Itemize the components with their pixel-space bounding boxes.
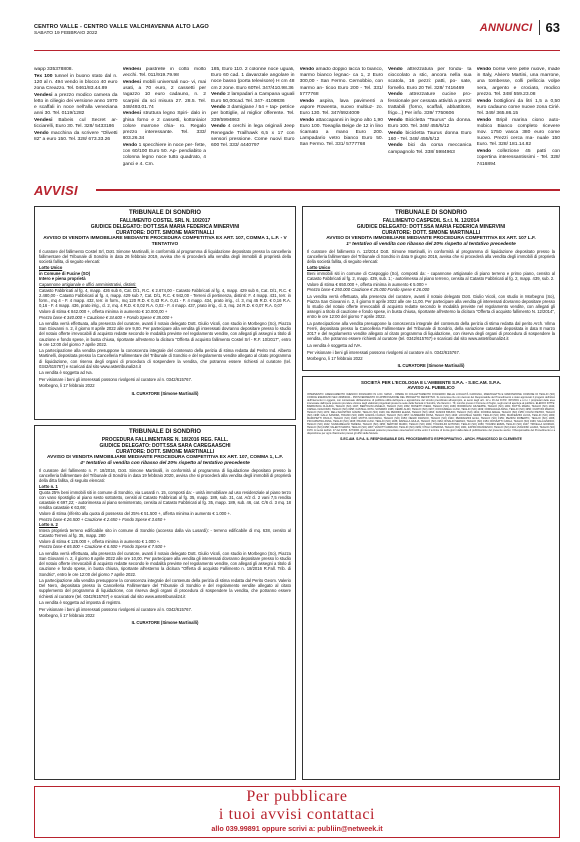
- classified-lead: Vendo: [476, 67, 492, 72]
- classified-text: attaccapanni in legno alto 1,90 Euro 100. Toeaglia Beige de 12 in lino ricamato a mano Euro 200. Lampadario vetro bianco Euro 50. San Fermo. Tel. 331/ 5777768: [299, 117, 383, 148]
- classified-text: piastrelle in cotto molto vecchi. Tel. 011/919.79.98: [122, 67, 206, 79]
- classified-lead: Vendo: [122, 142, 138, 148]
- classified-ad: [388, 118, 472, 130]
- classified-text: 3 damigiane / 54 + tap- petrice per bottiglie, al miglior offerente. Tel. 339/5994863: [211, 105, 295, 123]
- classified-text: Bicicletta "Taurus" da donna. Euro 100. Tel. 348/ 455/5/12: [388, 117, 472, 129]
- classified-lead: Vendo: [211, 124, 226, 130]
- notice-paragraph: La vendita verrà effettuata, alla presenza del curatore, avanti il notaio delegato Dott. Giulio Vicoli, con studio in Morbegno (So), Piazza San Giovanni n. 2, il giorno 8 aprile 2022 alle ore 10,00. Per partecipare alla vendita gli interessati dovranno depositare presso lo studio del notaio offerte irrevocabili di acquisto redatte secondo le modalità previste nel regolamento vendite, con allegati gli assegni a titolo di cauzione e fondo spese, in busta chiusa, riportante all'esterno la dicitura "Offerta di acquisto Fallimento n. 18/2016 R.Fall. Trib. di Sondrio", entro le ore 12:00 del giorno 7 aprile 2022.: [39, 550, 291, 577]
- classifieds-column: [211, 67, 295, 177]
- classified-lead: Vendesi: [34, 92, 53, 98]
- notice-fallimento-18-2016: [34, 425, 296, 780]
- notice-paragraph: Per visionare i beni gli interessati possono rivolgersi al curatore al n. 0342/615767.: [39, 376, 192, 382]
- classified-lead: Vendo: [211, 105, 226, 111]
- classified-ad: [123, 67, 207, 79]
- publication-name: CENTRO VALLE - CENTRO VALLE VALCHIAVENNA ALTO LAGO: [34, 24, 209, 30]
- classified-text: macchina da scrivere "Olivetti 82" a euro 150. Tel. 328/ 673.33.26: [34, 131, 118, 143]
- classified-lead: Vendo: [34, 131, 49, 137]
- notice-attempt: 4° tentativo di vendita con ribasso del 20% rispetto al tentativo precedente: [80, 460, 250, 466]
- notice-body: [39, 468, 291, 625]
- classified-lead: Vendo: [476, 117, 492, 123]
- classified-ad: [300, 67, 384, 98]
- notice-paragraph: La vendita verrà effettuata, alla presenza del curatore, avanti il notaio delegato Dott. Giulio Vicoli, con studio in Morbegno (So), Piazza San Giovanni n. 2, il giorno 8 aprile 2022 alle ore 9,00. Per partecipare alla vendita gli interessati dovranno depositare presso lo studio del notaio offerte irrevocabili di acquisto redatte secondo le modalità previste nel regolamento vendite, con allegati gli assegni a titolo di cauzione e fondo spese, in busta chiusa, riportante all'esterno la dicitura "Offerta di acquisto fallimento Costel Srl - R.F. 10/2017", entro le ore 12:00 del giorno 7 aprile 2022.: [39, 321, 291, 347]
- notice-signature: IL CURATORE (Simone Martinalli): [397, 363, 465, 369]
- notice-paragraph: La vendita è soggetta ad IVA.: [307, 343, 362, 348]
- classified-text: Bripil marina ciono auto- mobico Bianco completo ricevere mov. 1750 vasca 380 euro come nuovo. Prezzi cerca ma- nuale 150 Euro. Tel. 328/ 181.14.82: [476, 117, 560, 148]
- notice-subtitle: FALLIMENTO COSTEL SRL N. 10/2017: [119, 217, 211, 224]
- notice-footer: S.EC.AM. S.P.A. IL RESPONSABILE DEL PROCEDIMENTO ESPROPRIATIVO - ARCH. FRANCESCO DI CLEMENTE: [340, 437, 522, 442]
- notice-place: Morbegno, li 17 febbraio 2022: [307, 356, 363, 362]
- notice-type: AVVISO DI VENDITA IMMOBILIARE MEDIANTE PROCEDURA COMPETITIVA EX ART. 107 L.F.: [326, 235, 536, 241]
- notice-caspedil: [302, 206, 560, 371]
- classified-text: 2 lampadari a Campana uguali Euro 50,00cad. Tel. 347- 4109836: [211, 92, 295, 104]
- classified-ad: [211, 92, 295, 104]
- classified-ad: [477, 149, 561, 168]
- classified-text: collezione 45 patti con copertina interessantissimi - Tel. 328/ 7416894: [476, 149, 560, 167]
- notice-header: [307, 380, 555, 391]
- notice-paragraph: Il curatore del fallimento n. 12/2014 Dott. Simone Martinalli, in conformità al programma di liquidazione depositato presso la cancelleria fallimentare del Tribunale di Sondrio in data 9 giugno 2016, avvisa che si procederà alla vendita degli immobili di proprietà della società fallita, di seguito elencati:: [307, 249, 555, 265]
- classified-ad: [211, 105, 295, 124]
- notice-signature: IL CURATORE (Simone Martinalli): [131, 620, 199, 626]
- classified-ad: [34, 118, 118, 130]
- promo-contact: allo 039.99891 oppure scrivi a: publiin@netweek.it: [211, 824, 383, 833]
- classified-text: a prezzo modico camera da letto in ciliegio dei versione anno 1970 e scaffali in noce nell'alla veneziana anni 30. Tel. 0119/1282: [34, 92, 118, 117]
- page-header: [34, 20, 560, 54]
- court-name: TRIBUNALE DI SONDRIO: [129, 210, 201, 216]
- classified-ad: [211, 124, 295, 149]
- header-divider: [34, 50, 560, 51]
- notice-lotto: Lotto n. 1: [39, 484, 58, 490]
- classified-lead: Vendo: [211, 92, 226, 98]
- classified-lead: Vendesi: [122, 79, 141, 85]
- notice-lotto: Lotto Unico: [39, 265, 63, 271]
- classified-ad: [34, 93, 118, 118]
- classified-lead: Tex 100: [34, 73, 53, 79]
- classified-text: 1 specchiere in noce per- fette, con 60/100 Euro 50. Ap- pendiabito a colonna legno noce tutto quadrato, 4 ganci e 4. Cm.: [122, 142, 206, 167]
- classified-ad: [477, 118, 561, 149]
- notice-paragraph: Per visionare i beni gli interessati possono rivolgersi al curatore al n. 0342/615767.: [39, 606, 192, 612]
- notice-header: [39, 210, 291, 248]
- notice-paragraph: La partecipazione alla vendita presuppone la conoscenza integrale del contenuto della perizia di stima redatta dal Perito Ind. Alberto Martinelli, depositata presso la Cancelleria Fallimentare del Tribunale di Sondrio e del regolamento vendite allegato al citato programma di liquidazione, con riserva degli organi di procedura di sospendere la vendita, che potranno essere richiesti al curatore (tel. 0342/615767) e scaricati dal sito www.astetribunali24.it: [39, 348, 291, 369]
- classified-lead: Vendo: [388, 130, 403, 136]
- classified-ad: [388, 92, 472, 117]
- classified-lead: Vendo: [388, 92, 403, 98]
- notice-type: AVVISO DI VENDITA IMMOBILIARE MEDIANTE PROCEDURA COMPETITIVA EX ART. 107, COMMA 1, L.F. - V TENTATIVO: [43, 235, 287, 247]
- notice-paragraph: La vendita è soggetta ad imposta di registro.: [39, 600, 122, 606]
- notice-lotto: Lotto n. 2: [39, 522, 58, 528]
- notice-paragraph: Intera proprietà terreno edificabile sito in comune di Sondrio (accesso dalla via Lusardi): - terreno edificabile di mq. 638, censito al Catasto Terreni al fg. 35, mapp. 280: [39, 527, 291, 539]
- classified-ad: [123, 143, 207, 168]
- notice-judge: GIUDICE DELEGATO: DOTT.SSA MARIA FEDERICA MINERVINI: [356, 223, 506, 230]
- notice-proprieta: Intero e piena proprietà: [39, 276, 86, 282]
- classified-text: bici da corsa meccanica campagnolo Tel. 338/ 5984963: [388, 143, 472, 155]
- notice-paragraph: La partecipazione alla vendita presuppone la conoscenza integrale del contenuto della perizia di stima redatta dal Perito Geom. Valerio Del Nero, depositata presso la Cancelleria Fallimentare del Tribunale di Sondrio e del regolamento vendite allegato al citato supplemento del programma di liquidazione, con riserva degli organi di procedura di sospendere la vendita, che potranno essere richiesti al curatore (tel. 0342/615767) e scaricati dal sito www.astetribunali24.it: [39, 578, 291, 599]
- notice-curator: CURATORE: DOTT. SIMONE MARTINALLI: [115, 448, 215, 455]
- notice-paragraph: Il curatore del fallimento Costel Srl, Dott. Simone Martinalli, in conformità al programma di liquidazione depositato presso la cancelleria fallimentare del Tribunale di Sondrio in data 26 febbraio 2019, avvisa che si procederà alla vendita degli immobili di proprietà della società fallita, di seguito elencati:: [39, 249, 291, 265]
- notice-paragraph: La vendita verrà effettuata, alla presenza del curatore, avanti il notaio delegato Dott. Giulio Vicoli, con studio in Morbegno (So), Piazza San Giovanni n. 2, il giorno 8 aprile 2022 alle ore 11,00. Per partecipare alla vendita gli interessati dovranno depositare presso lo studio del notaio offerte irrevocabili di acquisto redatte secondo le modalità previste nel regolamento vendite, con allegati gli assegni a titolo di cauzione e fondo spese, in busta chiusa, riportante all'esterno la dicitura "Offerta di acquisto fallimento N. 12/2014", entro le ore 12:00 del giorno 7 aprile 2022.: [307, 293, 555, 320]
- notice-secam: [302, 376, 560, 780]
- classified-lead: Vendo: [299, 67, 315, 72]
- publication-date: SABATO 19 FEBBRAIO 2022: [34, 31, 98, 36]
- notice-judge: GIUDICE DELEGATO: DOTT.SSA MARIA FEDERICA MINERVINI: [90, 223, 240, 230]
- notice-valore: Valore di stima € 126.000 +, offerta minima in aumento € 1.000 +.: [39, 538, 161, 544]
- notice-valore: Valore di stima (riferito alla quota di possesso del 25% € 51.500 +, offerta minima in aumento € 1.000 +.: [39, 510, 232, 516]
- promo-headline: Per pubblicare: [246, 788, 348, 805]
- classified-lead: Vendo: [388, 143, 403, 149]
- classified-text: mobili universali nuo- vi, mai usati, a 70 euro, 2 cassetti per ragazzo 10 euro cadauno, n. 2 scarpini da sci misura 27. 28.5. Tel. 348/493.01.74: [122, 79, 206, 110]
- classified-text: wapp 335378808.: [34, 67, 73, 72]
- notice-subtitle: PROCEDURA FALLIMENTARE N. 18/2016 REG. FALL.: [101, 436, 229, 443]
- notice-header: [39, 429, 291, 467]
- classified-text: amado doppio lacca to bianco, marmo bianco legnac- ca 1, 2 Euro 300,00 - San Fermo. Cernobbio, con marmo an- ticoo Euro 200 - Tel. 331/ 5777768: [299, 67, 383, 97]
- notice-place: Morbegno, li 17 febbraio 2022: [39, 613, 95, 619]
- notice-paragraph: Beni immobili siti in comune di Caspoggio (So), composti da: - capannone artigianale di piano terreno e primo piano, censito al Catasto Fabbricati al fg. 2, mapp. 439, sub. 1; - autorimessa al piano terreno, censita al Catasto Fabbricati al fg. 2, mapp. 439, sub. 2.: [307, 270, 555, 281]
- classified-ad: [34, 67, 118, 73]
- classifieds-column: [123, 67, 207, 177]
- classified-lead: Vendo: [388, 117, 403, 123]
- notice-paragraph: Per visionare i beni gli interessati possono rivolgersi al curatore al n. 0342/615767.: [307, 349, 460, 355]
- promo-headline-2: i tuoi avvisi contattaci: [218, 806, 376, 823]
- classified-text: aspira, lava pavimenti a vapore Rowenta, nuovo multiuz- zo. Euro 130. Tel. 347/6924009: [299, 98, 383, 116]
- notice-comune: in Comune di Fucine (SO): [39, 270, 91, 276]
- notice-capannone: Capannone artigianale e uffici amministrativi, distinti:: [39, 282, 137, 288]
- classified-ad: [388, 67, 472, 92]
- notice-valore: Valore di stima € 842.000 +, offerta minima in aumento € 10.000,00 +: [39, 308, 168, 314]
- notice-body: INTERVENTO: ADEGUAMENTO IGIENICO FOGNARIO IN LOC. MASO - OPERE DI COLLETTAMENTO FOGNARIO DELLE LOCALITÀ CAROLNA, MARZOLETTA E MARONZIONE COMUNE DI TEGLIO (SO) CODICE ESERCIZIO SEC 2068/2021 - PROVVEDIMENTO DI APPROVAZIONE DEL PROGETTO DEFINITIVO. Si comunica che con decreto del Responsabile del Procedimento è stato approvato il progetto definitivo dell'intervento in oggetto, con contestuale dichiarazione di pubblica utilità dell'opera e apposizione del vincolo preordinato all'esproprio, ai sensi degli artt. 12 e 16 del D.P.R. 327/2001 e s.m.i. I proprietari delle aree interessate dall'opera possono prendere visione degli elaborati progettuali presso la sede della Società in Sondrio, Via Vanoni n. 79, nonché presso il Comune di Teglio, negli orari di apertura al pubblico. ELENCO DITTE: BARBUSCIA CLAUDIA, TEGLIO (SO) 1947; BERTOLINI ANGELO, TEGLIO (SO) 1952; BONETTI PIERA, TEGLIO (SO) 1939; BORMOLINI GIUSEPPE, TEGLIO (SO) 1961; BOTTÀ MARIA, TEGLIO (SO) 1944; CAPELLI GIACOMO, TEGLIO (SO) 1958; CASTELLI RITA, SONDRIO 1965; CERRI ALDO, TEGLIO (SO) 1937; CIOCCARELLI LUIGI, TEGLIO (SO) 1949; CORNAGGIA ANNA, TEGLIO (SO) 1950; CURTONI MARCO, TEGLIO (SO) 1972; DELL'AGOSTINO GIANNI, TEGLIO (SO) 1946; DE PEDRINI ELENA, TEGLIO (SO) 1963; FANONI BRUNO, TEGLIO (SO) 1941; FIORINA ADELE, TEGLIO (SO) 1955; FOLINI PIETRO, TEGLIO (SO) 1938; GALLI SANDRA, TIRANO (SO) 1968; GIANOLI CARLO, TEGLIO (SO) 1957; GUSMERINI ROSA, TEGLIO (SO) 1943; LOCATELLI MARIO, TEGLIO (SO) 1951; MAFFEZZINI LUCIA, TEGLIO (SO) 1960; MARCHETTI PAOLO, TEGLIO (SO) 1948; MOTTA GIOVANNA, TEGLIO (SO) 1953; NEGRI FRANCO, TEGLIO (SO) 1940; PEDRANZINI ELSA, TEGLIO (SO) 1959; PEZZINI ROBERTO, TEGLIO (SO) 1966; PICCAPIETRA ANNA, TEGLIO (SO) 1945; PRANDI LUIGI, TEGLIO (SO) 1936; RAPELLA GIULIA, TEGLIO (SO) 1962; RINALDI SERGIO, TEGLIO (SO) 1954; ROSSATTI CARLA, TEGLIO (SO) 1969; SALA ENRICO, TEGLIO (SO) 1942; SCARAMELLINI TERESA, TEGLIO (SO) 1956; SERTORI MARIO, TEGLIO (SO) 1964; TOGNOLINI ANTONIO, TEGLIO (SO) 1950; TOGNINI EMMA, TEGLIO (SO) 1947; TRIVELLA GIORGIO, TEGLIO (SO) 1958; VALENTI MARTA, TEGLIO (SO) 1967; VANOTTI ADRIANO, TEGLIO (SO) 1939; VITALI CATERINA, TEGLIO (SO) 1961; ZAPPA FRANCESCO, TEGLIO (SO) 1944; ZUGNONI LAURA, TEGLIO (SO) 1970. Ai sensi dell'art. 17 del D.P.R. 327/2001 gli interessati possono presentare osservazioni scritte entro il termine di trenta giorni dalla data di pubblicazione del presente avviso. Il Responsabile del Procedimento è a disposizione per ogni chiarimento presso gli uffici della Società.: [307, 392, 555, 436]
- classified-text: 185, Euro 110. 2 colonne noce uguali, Euro 60 cad. 1 davanzale angolare in noce basso (porta televisore) H cm 48 cm 2 zone. Euro 60Tel. 347/410.98.36: [211, 67, 295, 91]
- notice-subtitle: FALLIMENTO CASPEDIL S.r.l. N. 12/2014: [382, 217, 480, 224]
- notice-header: [307, 210, 555, 248]
- classifieds-column: [388, 67, 472, 177]
- classified-ad: [477, 99, 561, 118]
- notice-curator: CURATORE: DOTT. SIMONE MARTINALLI: [381, 229, 481, 236]
- classifieds-column: [300, 67, 384, 177]
- notice-prezzo: Prezzo base € 250.000 Cauzione € 25.000 Fondo spese € 26.000: [307, 287, 430, 293]
- page-number: 63: [539, 20, 560, 35]
- notice-prezzo: Prezzo base € 65.000 + Cauzione € 6.500 + Fondo Spese € 7.500 +: [39, 544, 166, 550]
- notice-place: Morbegno, li 17 febbraio 2022: [39, 383, 95, 389]
- notice-paragraph: La vendita è soggetta ad Iva.: [39, 370, 93, 376]
- classified-ad: [123, 111, 207, 142]
- notice-paragraph: Quota 25% beni immobili siti in comune di Sondrio, via Lusardi n. 15, composti da: - unità immobiliare ad uso residenziale al piano terzo con vano ripostiglio al piano sesto sottotetto, censiti al Catasto Fabbricati al fg. 35, mapp. 189, sub. 31, cat. A/2 cl. 2 vani 7,5 rendita catastale € 697,22; - autorimessa al piano seminterrato, censita al Catasto Fabbricati al fg. 35, mapp. 189, sub. 46, cat. C/6 cl. 3 mq. 18 rendita catastale € 63,69;: [39, 489, 291, 511]
- section-label: [480, 20, 560, 35]
- classified-ad: [34, 131, 118, 143]
- classified-text: attrezzature cucine pro- fessionale per cessata attività a prezzi trattabili (forno, scaffali, abbattitore, frigo...) Per info. 339/ 7750606: [388, 92, 472, 116]
- classified-text: attrezzatura per fondu- ta cioccolato a stic, ancora nella sua scatola, 16 pezzi: patti, po- sate, fornello. Euro 20 Tel. 328/ 7416469: [388, 67, 472, 91]
- notice-judge: GIUDICE DELEGATO: DOTT.SSA SARA CAREGAASCHI: [99, 442, 231, 449]
- classified-text: 4 cerchi in lega originali Jeep Renegade Trailhawk 6,5 x 17 con sensori pressione. Come nuovi Euro 600 Tel. 333/ 4440797: [211, 124, 295, 148]
- classified-text: borse vere pelle nuove, made in Italy, Alviero Martini, una marrone, una tombesse, colli pelliccia volpe nera, argento e crociato, modico prezzo. Tel. 348/ 559.23.08: [476, 67, 560, 97]
- classified-ad: [388, 131, 472, 143]
- classifieds-column: [477, 67, 561, 177]
- notice-lotto: Lotto Unico: [307, 265, 331, 271]
- classified-lead: Vendesi: [122, 67, 141, 72]
- classified-text: bicicletta Taurus donna Euro 160 - Tel. 348/ 455/5/12: [388, 130, 472, 142]
- classified-text: bottiglioni da litri 1,5 a 0,50 euro cadauno come nuove zona Cirié. Tel. 349/ 365.86.15: [476, 98, 560, 116]
- notice-type: AVVISO DI VENDITA IMMOBILIARE MEDIANTE PROCEDURA COMPETITIVA EX ART. 107, COMMA 1, L.F.: [46, 454, 284, 460]
- classified-lead: Vendesi: [34, 118, 53, 124]
- classifieds-section: [34, 67, 560, 177]
- classified-ad: [34, 74, 118, 93]
- avvisi-title: AVVISI: [34, 183, 79, 198]
- classified-text: tunnel in buono stato dal n. 120 al n. 494 vendo in blocco 40 euro zona Creazzo. Tel. 0461/83.44.89: [34, 73, 118, 92]
- notice-paragraph: La partecipazione alla vendita presuppone la conoscenza integrale del contenuto della perizia di stima redatta dal perito Arch. Vilma Ferré, depositata presso la Cancelleria Fallimentare del Tribunale di Sondrio, della variazione catastale depositata in data 8 marzo 2017 e del regolamento vendite allegato al citato programma di liquidazione, con riserva degli organi di procedura di sospendere la vendita, che potranno essere richiesti al curatore (tel. 0342/615767) e scaricati dal sito www.astetribunali24.it: [307, 320, 555, 342]
- classifieds-column: [34, 67, 118, 177]
- classified-lead: Vendo: [476, 149, 492, 155]
- classified-ad: [300, 118, 384, 149]
- section-title: ANNUNCI: [479, 21, 533, 34]
- notice-body: [307, 249, 555, 368]
- notice-prezzo: Prezzo base € 26.500 + Cauzione € 2.650 + Fondo Spese € 3.650 +: [39, 516, 166, 522]
- notice-prezzo: Prezzo base € 340.000 + Cauzione € 34.600 + Fondo Spese € 35.000 +: [39, 314, 173, 320]
- notice-paragraph: Il curatore del fallimento n. F. 18/2016, Dott. Simone Martinalli, in conformità al programma di liquidazione depositato presso la cancelleria fallimentare del Tribunale di Sondrio in data 19 febbraio 2020, avvisa che si procederà alla vendita degli immobili di proprietà della ditta fallita, di seguito elencati:: [39, 468, 291, 484]
- notice-valore: Valore di stima € 650.000 +, offerta minima in aumento € 5.000 +: [307, 281, 428, 287]
- classified-lead: Vendesi: [122, 111, 141, 117]
- classified-lead: Vendo: [299, 117, 315, 123]
- notice-items: Catasto Fabbricati al fg. 4, mapp. 426 sub 6, Cat. D/1, R.C. € 2.674,00 - Catasto Fabbricati al fg. 4, mapp. 429 sub 6, Cat. D/1, R.C. € 2.480,00 - Catasto Fabbricati al fg. 4, mapp. 429 sub 7, Cat. D/1, R.C. € 942,00 - Terreni di pertinenza, distinti: F. 4 mapp. 431, terr. in form., mq 4 - F. 4 mapp. 432, terr. in form., mq 120 R.D. € 0,43 R.A. 0,41 - F. 4 mapp. 434, prato irrig., cl. 3, mq 45 R.D. € 0,16 R.A. 0,16 - F. 4 mapp. 436, prato irrig., cl. 2, mq. 4 R.D. € 0,02 R.A. 0,02 - F. 4 mapp. 437, prato irrig., cl. 3, mq. 24 R.D. € 0,07 R.A. 0,07: [39, 287, 291, 309]
- notice-signature: IL CURATORE (Simone Martinalli): [131, 390, 199, 396]
- classified-ad: [211, 67, 295, 92]
- classified-lead: Vendo: [299, 98, 315, 104]
- avvisi-divider: [96, 189, 560, 191]
- classified-ad: [300, 99, 384, 118]
- court-name: TRIBUNALE DI SONDRIO: [395, 210, 467, 216]
- classified-ad: [477, 67, 561, 98]
- classified-lead: Vendo: [476, 98, 492, 104]
- notice-body: [39, 249, 291, 396]
- classified-text: struttura legno Spiri- dalo in ghisa forno e 2 cassetti, kottoniaio! colore marrone chia- ro. Regalo prezzo interessante. Tel. 333/ 803.26.34: [122, 111, 206, 142]
- notice-curator: CURATORE: DOTT. SIMONE MARTINALLI: [115, 229, 215, 236]
- classified-text: Babeis cul Secret ar- ticciarelli, Euro 30. Tel. 328/ 5433186: [34, 118, 118, 130]
- notice-title: SOCIETÀ PER L'ECOLOGIA E L'AMBIENTE S.P.A. - S.EC.AM. S.P.A.: [360, 380, 502, 385]
- court-name: TRIBUNALE DI SONDRIO: [129, 429, 201, 435]
- notice-subtitle: AVVISO AL PUBBLICO: [407, 385, 455, 391]
- notice-costel: [34, 206, 296, 420]
- promo-banner: [34, 786, 560, 838]
- avvisi-heading: [34, 182, 560, 200]
- classified-ad: [388, 143, 472, 155]
- classified-lead: Vendo: [388, 67, 403, 72]
- notice-attempt: 1° tentativo di vendita con ribasso del 20% rispetto al tentativo precedente: [346, 241, 516, 247]
- masthead: [34, 24, 209, 36]
- classified-ad: [123, 80, 207, 111]
